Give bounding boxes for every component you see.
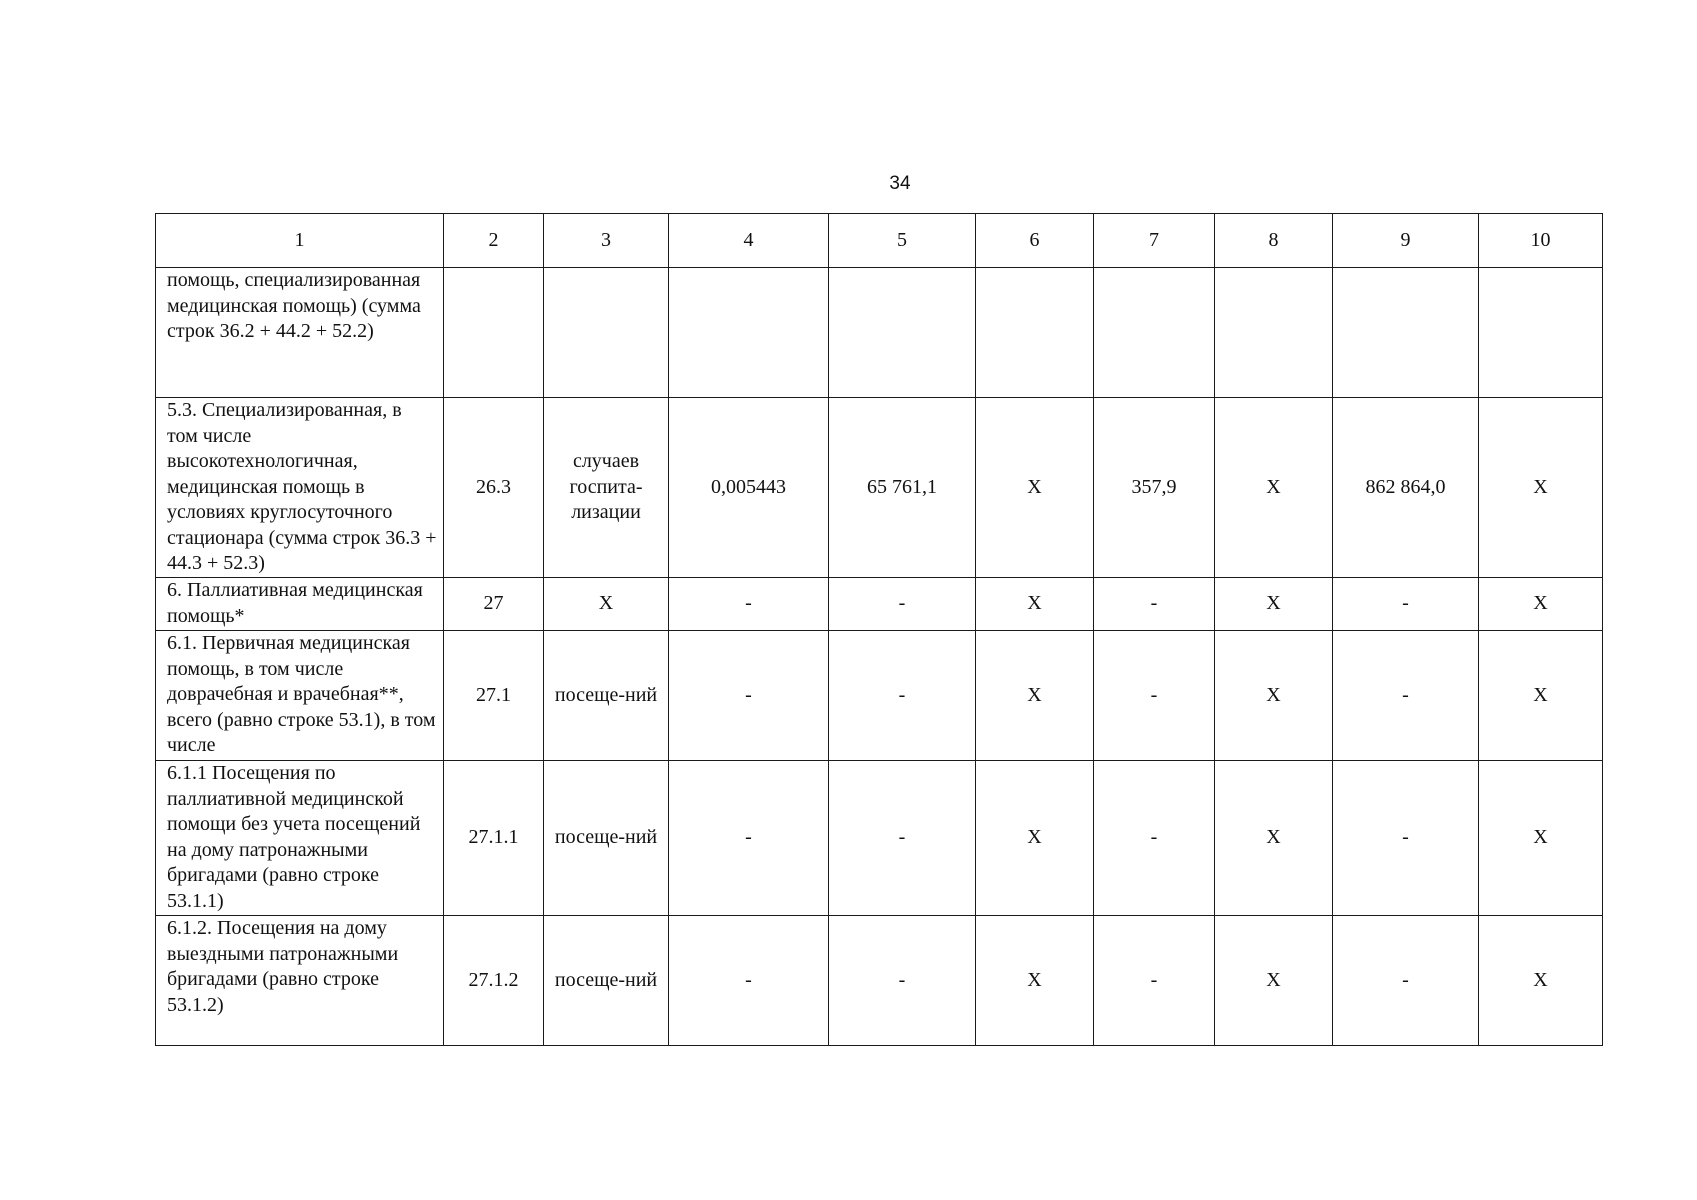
row-label: 6. Паллиативная медицинская помощь*	[167, 579, 423, 627]
column-number: 2	[444, 214, 544, 268]
table-cell: 27.1.1	[444, 761, 544, 916]
column-number: 4	[669, 214, 829, 268]
table-cell	[976, 268, 1094, 398]
table-cell	[444, 268, 544, 398]
table-cell: -	[829, 631, 976, 761]
table-cell: Х	[976, 578, 1094, 631]
column-number: 6	[976, 214, 1094, 268]
row-label: 5.3. Специализированная, в том числе высокотехнологичная, медицинская помощь в условиях круглосуточного стационара (сумма строк 36.3 + 44.3 + 52.3)	[167, 399, 437, 574]
column-number: 8	[1215, 214, 1333, 268]
table-cell: 27.1	[444, 631, 544, 761]
column-number: 1	[156, 214, 444, 268]
table-cell	[829, 268, 976, 398]
table-cell: Х	[1479, 398, 1603, 578]
table-cell: Х	[1479, 578, 1603, 631]
table-cell: -	[1094, 761, 1215, 916]
table-cell: Х	[976, 398, 1094, 578]
row-label-cell	[156, 578, 444, 631]
table-cell: -	[669, 578, 829, 631]
table-cell: -	[669, 631, 829, 761]
row-label-cell	[156, 916, 444, 1046]
table-row	[156, 761, 1603, 916]
table-cell: 27.1.2	[444, 916, 544, 1046]
table-cell	[544, 268, 669, 398]
table-cell: Х	[1215, 761, 1333, 916]
column-number-row	[156, 214, 1603, 268]
table-cell	[669, 268, 829, 398]
table-cell: посеще-ний	[544, 916, 669, 1046]
table-cell: -	[1094, 578, 1215, 631]
table-cell: -	[1333, 916, 1479, 1046]
data-table	[155, 213, 1603, 1046]
column-number: 10	[1479, 214, 1603, 268]
row-label-cell	[156, 761, 444, 916]
table-row	[156, 578, 1603, 631]
table-cell: 27	[444, 578, 544, 631]
table-cell: -	[829, 761, 976, 916]
page-number: 34	[889, 173, 911, 194]
column-number: 7	[1094, 214, 1215, 268]
table-cell: Х	[976, 631, 1094, 761]
table-cell: Х	[1215, 631, 1333, 761]
table-cell: Х	[1215, 398, 1333, 578]
table-cell: 65 761,1	[829, 398, 976, 578]
column-number: 3	[544, 214, 669, 268]
table-cell: -	[1333, 631, 1479, 761]
row-label: 6.1.1 Посещения по паллиативной медицинской помощи без учета посещений на дому патронажными бригадами (равно строке 53.1.1)	[167, 762, 421, 912]
table-cell: -	[669, 761, 829, 916]
table-row	[156, 268, 1603, 398]
table-cell: Х	[976, 761, 1094, 916]
row-label-cell	[156, 268, 444, 398]
table-cell: -	[829, 916, 976, 1046]
row-label-cell	[156, 398, 444, 578]
table-cell: Х	[1479, 761, 1603, 916]
table-cell: Х	[544, 578, 669, 631]
row-label-cell	[156, 631, 444, 761]
table-cell: 862 864,0	[1333, 398, 1479, 578]
table-cell: -	[1333, 578, 1479, 631]
table-cell: посеще-ний	[544, 761, 669, 916]
table-cell: Х	[1479, 631, 1603, 761]
table-cell	[1094, 268, 1215, 398]
table-cell: 0,005443	[669, 398, 829, 578]
table-cell: Х	[1479, 916, 1603, 1046]
table-cell	[1215, 268, 1333, 398]
row-label: 6.1.2. Посещения на дому выездными патронажными бригадами (равно строке 53.1.2)	[167, 917, 399, 1016]
column-number: 5	[829, 214, 976, 268]
row-label: 6.1. Первичная медицинская помощь, в том числе доврачебная и врачебная**, всего (равно строке 53.1), в том числе	[167, 632, 436, 756]
table-cell: -	[1094, 631, 1215, 761]
table-cell: Х	[1215, 578, 1333, 631]
table-row	[156, 916, 1603, 1046]
table-cell: случаев госпита-лизации	[544, 398, 669, 578]
table-row	[156, 631, 1603, 761]
table-cell	[1479, 268, 1603, 398]
table-cell: -	[669, 916, 829, 1046]
table-cell: -	[829, 578, 976, 631]
table-cell: -	[1333, 761, 1479, 916]
table-row	[156, 398, 1603, 578]
column-number: 9	[1333, 214, 1479, 268]
table-cell	[1333, 268, 1479, 398]
table-cell: Х	[1215, 916, 1333, 1046]
table-cell: Х	[976, 916, 1094, 1046]
table-cell: посеще-ний	[544, 631, 669, 761]
table-cell: -	[1094, 916, 1215, 1046]
row-label: помощь, специализированная медицинская помощь) (сумма строк 36.2 + 44.2 + 52.2)	[167, 269, 421, 342]
table-cell: 26.3	[444, 398, 544, 578]
table-cell: 357,9	[1094, 398, 1215, 578]
